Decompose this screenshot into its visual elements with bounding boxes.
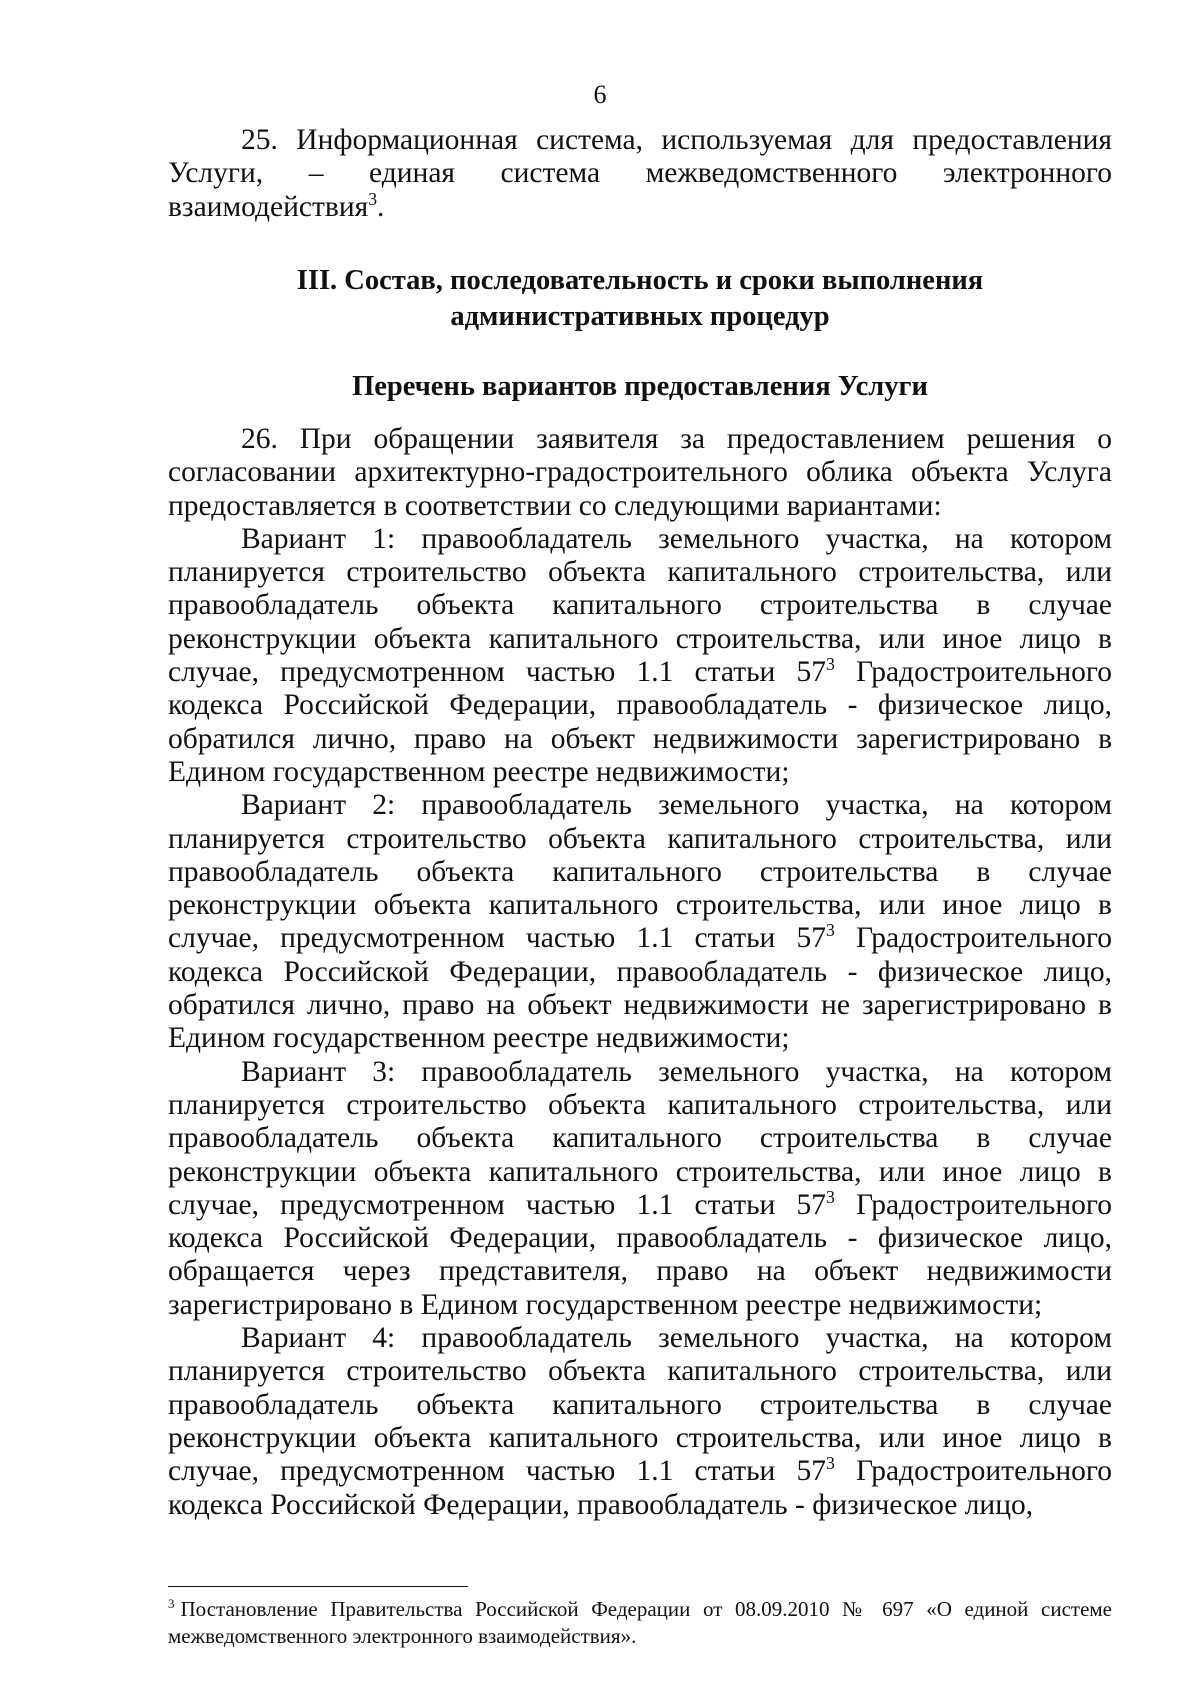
- variant-3-sup: 3: [826, 1187, 835, 1207]
- variant-4-sup: 3: [826, 1453, 835, 1474]
- variant-4: [168, 1322, 1112, 1522]
- variant-3-text-a: Вариант 3: правообладатель земельного участка, на котором планируется строительство объекта капитального строительства, или правообладатель объекта капитального строительства в случае реконструкции объекта капитального строительства, или иное лицо в случае, предусмотренном частью 1.1 статьи 57: [168, 1055, 1112, 1221]
- paragraph-25-text: 25. Информационная система, используемая для предоставления Услуги, – единая система межведомственного электронного взаимодействия: [168, 124, 1112, 223]
- variant-2-text-b: Градостроительного кодекса Российской Федерации, правообладатель - физическое лицо, обратился лично, право на объект недвижимости не зарегистрировано в Едином государственном реестре недвижимости;: [168, 922, 1112, 1055]
- variant-4-text-a: Вариант 4: правообладатель земельного участка, на котором планируется строительство объекта капитального строительства, или правообладатель объекта капитального строительства в случае реконструкции объекта капитального строительства, или иное лицо в случае, предусмотренном частью 1.1 статьи 57: [168, 1322, 1112, 1488]
- footnote-separator: [168, 1586, 468, 1587]
- variant-4-text-b: Градостроительного кодекса Российской Федерации, правообладатель - физическое лицо,: [168, 1455, 1112, 1521]
- footnote: [168, 1596, 1112, 1650]
- variant-2-text-a: Вариант 2: правообладатель земельного участка, на котором планируется строительство объекта капитального строительства, или правообладатель объекта капитального строительства в случае реконструкции объекта капитального строительства, или иное лицо в случае, предусмотренном частью 1.1 статьи 57: [168, 789, 1112, 955]
- paragraph-25-end: .: [377, 190, 385, 223]
- variant-1-text-b: Градостроительного кодекса Российской Федерации, правообладатель - физическое лицо, обратился лично, право на объект недвижимости зарегистрировано в Едином государственном реестре недвижимости;: [168, 656, 1112, 788]
- variant-1-text-a: Вариант 1: правообладатель земельного участка, на котором планируется строительство объекта капитального строительства, или правообладатель объекта капитального строительства в случае реконструкции объекта капитального строительства, или иное лицо в случае, предусмотренном частью 1.1 статьи 57: [168, 522, 1112, 689]
- footnote-ref: 3: [368, 188, 378, 209]
- subheading: Перечень вариантов предоставления Услуги: [352, 371, 928, 402]
- footnote-mark: 3: [168, 1596, 175, 1611]
- variant-3-text-b: Градостроительного кодекса Российской Федерации, правообладатель - физическое лицо, обращается через представителя, право на объект недвижимости зарегистрировано в Едином государственном реестре недвижимости;: [168, 1188, 1112, 1321]
- variant-2: [168, 789, 1112, 1055]
- section-heading-line2: административных процедур: [450, 301, 830, 332]
- page-number: 6: [593, 80, 607, 109]
- variant-1-sup: 3: [826, 654, 835, 675]
- variant-1: [168, 523, 1112, 789]
- paragraph-26-block: [168, 423, 1112, 1522]
- paragraph-25: [168, 124, 1112, 224]
- section-heading-line1: III. Состав, последовательность и сроки выполнения: [296, 265, 984, 296]
- variant-2-sup: 3: [826, 920, 835, 941]
- paragraph-26: 26. При обращении заявителя за предоставлением решения о согласовании архитектурно-градостроительного облика объекта Услуга предоставляется в соответствии со следующими вариантами:: [168, 423, 1112, 522]
- footnote-text: Постановление Правительства Российской Федерации от 08.09.2010 № 697 «О единой системе межведомственного электронного взаимодействия».: [168, 1597, 1112, 1648]
- variant-3: [168, 1056, 1112, 1322]
- section-heading: [168, 263, 1112, 335]
